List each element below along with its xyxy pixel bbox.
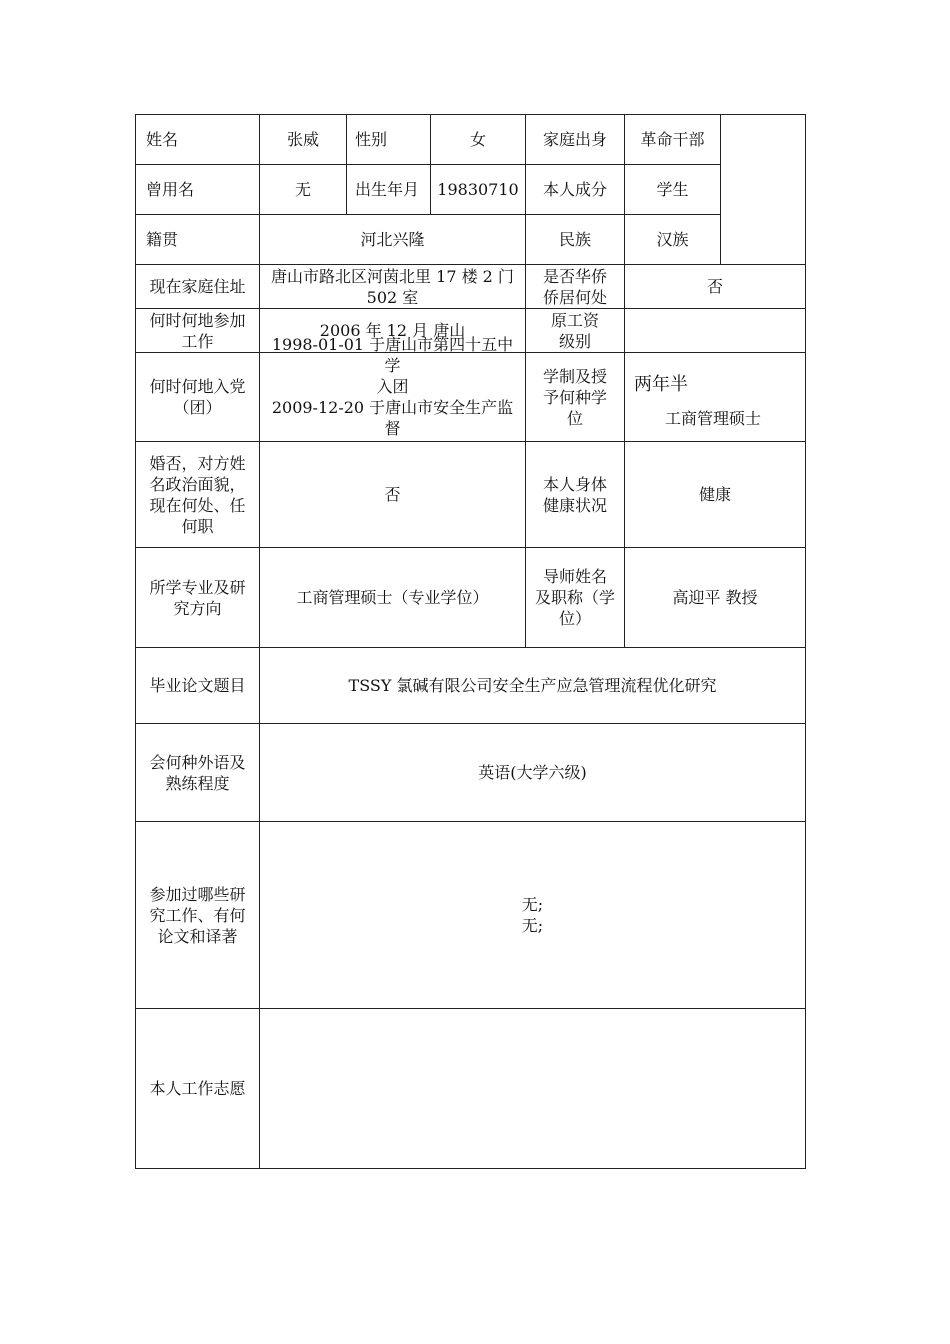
work-start-value: 2006 年 12 月 唐山	[259, 308, 526, 353]
thesis-value: TSSY 氯碱有限公司安全生产应急管理流程优化研究	[259, 647, 806, 724]
gender-label: 性别	[346, 114, 431, 165]
name-label: 姓名	[135, 114, 260, 165]
health-label: 本人身体 健康状况	[525, 441, 625, 548]
advisor-value: 高迎平 教授	[624, 547, 806, 648]
advisor-label: 导师姓名 及职称（学 位）	[525, 547, 625, 648]
marriage-value: 否	[259, 441, 526, 548]
birth-value: 19830710	[430, 164, 526, 215]
degree-value	[624, 352, 806, 442]
thesis-label: 毕业论文题目	[135, 647, 260, 724]
ethnicity-value: 汉族	[624, 214, 721, 265]
address-label: 现在家庭住址	[135, 264, 260, 309]
research-value: 无; 无;	[259, 821, 806, 1009]
salary-label: 原工资 级别	[525, 308, 625, 353]
ethnicity-label: 民族	[525, 214, 625, 265]
major-value: 工商管理硕士（专业学位）	[259, 547, 526, 648]
personal-status-label: 本人成分	[525, 164, 625, 215]
major-label: 所学专业及研 究方向	[135, 547, 260, 648]
party-label: 何时何地入党 （团）	[135, 352, 260, 442]
overseas-value: 否	[624, 264, 806, 309]
address-value: 唐山市路北区河茵北里 17 楼 2 门 502 室	[259, 264, 526, 309]
overseas-label: 是否华侨 侨居何处	[525, 264, 625, 309]
degree-label: 学制及授 予何种学 位	[525, 352, 625, 442]
name-value: 张威	[259, 114, 347, 165]
native-place-label: 籍贯	[135, 214, 260, 265]
duration-value: 两年半	[634, 374, 688, 395]
gender-value: 女	[430, 114, 526, 165]
personal-status-value: 学生	[624, 164, 721, 215]
research-label: 参加过哪些研 究工作、有何 论文和译著	[135, 821, 260, 1009]
family-origin-label: 家庭出身	[525, 114, 625, 165]
former-name-label: 曾用名	[135, 164, 260, 215]
language-label: 会何种外语及 熟练程度	[135, 723, 260, 822]
native-place-value: 河北兴隆	[259, 214, 526, 265]
birth-label: 出生年月	[346, 164, 431, 215]
language-value: 英语(大学六级)	[259, 723, 806, 822]
marriage-label: 婚否，对方姓 名政治面貌， 现在何处、任 何职	[135, 441, 260, 548]
degree-name-value: 工商管理硕士	[665, 409, 762, 428]
salary-value	[624, 308, 806, 353]
family-origin-value: 革命干部	[624, 114, 721, 165]
work-start-label: 何时何地参加 工作	[135, 308, 260, 353]
aspiration-value	[259, 1008, 806, 1169]
photo-box	[720, 114, 806, 265]
party-value: 1998-01-01 于唐山市第四十五中学 入团 2009-12-20 于唐山市安全生产监督	[259, 352, 526, 442]
aspiration-label: 本人工作志愿	[135, 1008, 260, 1169]
former-name-value: 无	[259, 164, 347, 215]
health-value: 健康	[624, 441, 806, 548]
